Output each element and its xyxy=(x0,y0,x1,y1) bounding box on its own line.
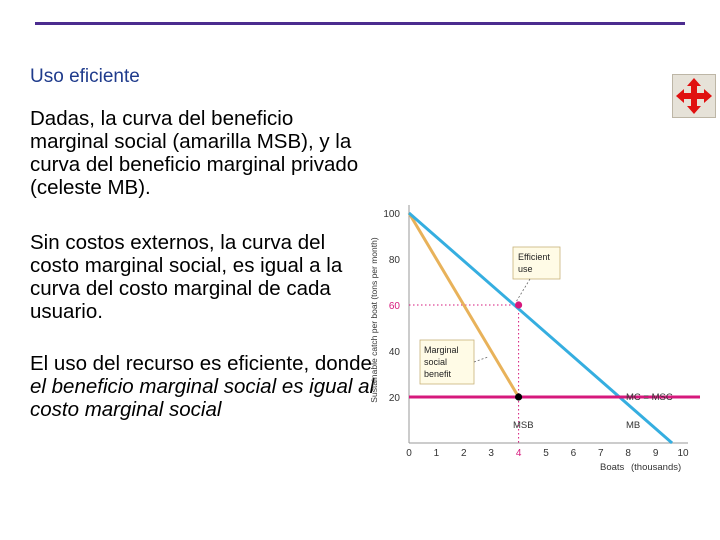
mc-msc-line-label: MC = MSC xyxy=(626,392,673,403)
x-tick-label: 2 xyxy=(461,448,467,459)
x-tick-label: 4 xyxy=(515,448,522,459)
msb-annotation-line: Marginal xyxy=(424,345,459,355)
x-tick-label: 8 xyxy=(625,448,631,459)
y-tick-label: 100 xyxy=(383,209,400,220)
x-axis-label: Boats xyxy=(600,462,625,473)
efficient-use-label-line2: use xyxy=(518,264,533,274)
msb-mc-intersection-point xyxy=(515,393,522,400)
paragraph-msb-mb: Dadas, la curva del beneficio marginal social (amarilla MSB), y la curva del beneficio marginal privado (celeste MB). xyxy=(30,107,359,199)
navigation-button[interactable] xyxy=(672,74,716,118)
paragraph-efficient-use-start: El uso del recurso es eficiente, donde xyxy=(30,352,372,375)
paragraph-efficient-use xyxy=(30,352,375,421)
x-tick-label: 3 xyxy=(488,448,494,459)
msb-line-label: MSB xyxy=(513,420,534,431)
y-axis-label: Sustainable catch per boat (tons per month) xyxy=(369,237,379,403)
efficient-use-point xyxy=(515,301,522,308)
x-tick-label: 9 xyxy=(652,448,659,459)
x-tick-label: 7 xyxy=(598,448,604,459)
four-way-arrows-icon xyxy=(673,75,715,117)
mb-line-label: MB xyxy=(626,420,641,431)
x-tick-label: 10 xyxy=(677,448,689,459)
paragraph-external-costs: Sin costos externos, la curva del costo marginal social, es igual a la curva del costo marginal de cada usuario. xyxy=(30,231,343,323)
efficient-use-label-line1: Efficient xyxy=(518,252,550,262)
x-tick-label: 0 xyxy=(406,448,412,459)
paragraph-efficient-use-italic: el beneficio marginal social es igual al costo marginal social xyxy=(30,375,375,421)
top-rule xyxy=(35,22,685,25)
x-tick-label: 5 xyxy=(543,448,549,459)
msb-annotation-line: social xyxy=(424,357,448,367)
x-tick-label: 1 xyxy=(433,448,440,459)
fishery-chart xyxy=(360,185,700,485)
msb-annotation-line: benefit xyxy=(424,369,452,379)
y-tick-label: 20 xyxy=(388,393,400,404)
y-tick-label: 40 xyxy=(388,347,400,358)
efficient-use-pointer xyxy=(517,279,530,301)
slide-heading: Uso eficiente xyxy=(30,66,140,87)
x-axis-unit: (thousands) xyxy=(631,462,682,473)
x-tick-label: 6 xyxy=(570,448,577,459)
y-tick-label: 60 xyxy=(388,301,400,312)
y-tick-label: 80 xyxy=(388,255,400,266)
msb-annotation-pointer xyxy=(474,357,488,362)
